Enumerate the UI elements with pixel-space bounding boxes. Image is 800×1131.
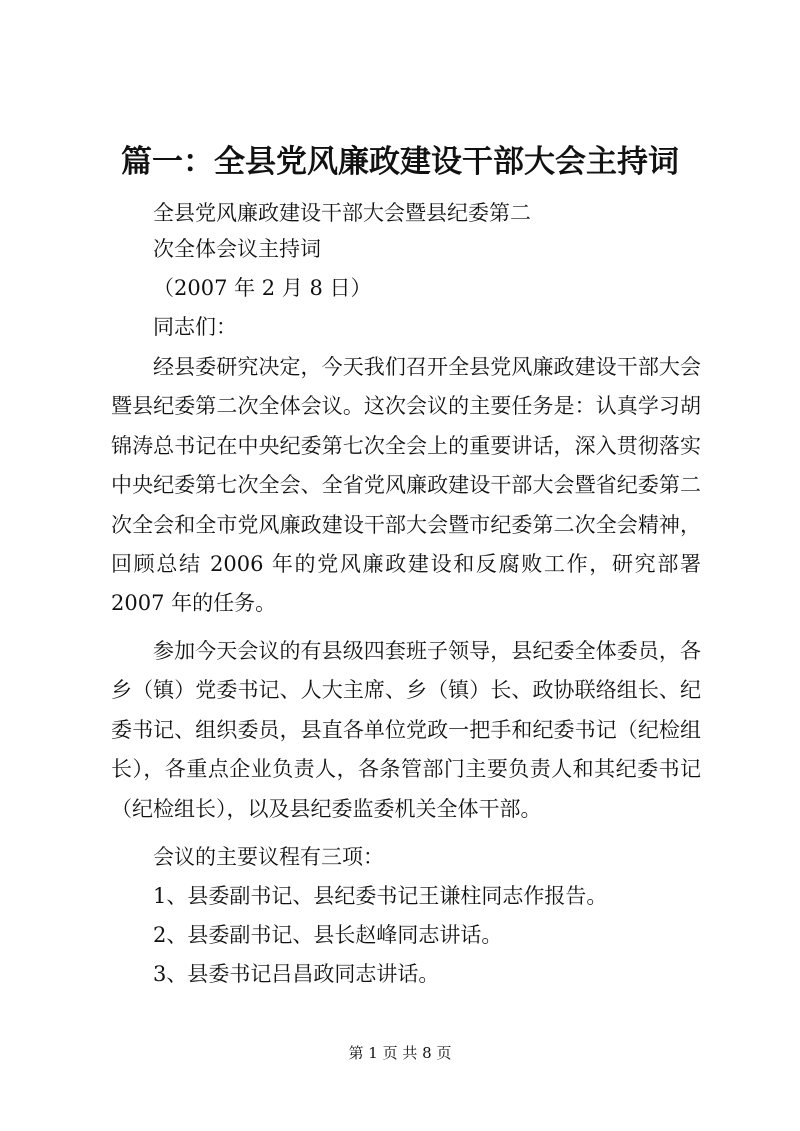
document-date: （2007 年 2 月 8 日） [153, 276, 372, 300]
paragraph-meeting-purpose: 经县委研究决定，今天我们召开全县党风廉政建设干部大会暨县纪委第二次全体会议。这次会议的主要任务是：认真学习胡锦涛总书记在中央纪委第七次全会上的重要讲话，深入贯彻落实中央纪委第七次全会、全省党风廉政建设干部大会暨省纪委第二次全会和全市党风廉政建设干部大会暨市纪委第二次全会精神，回顾总结 2006 年的党风廉政建设和反腐败工作，研究部署 2007 年的任务。 [111, 355, 701, 616]
document-title: 篇一：全县党风廉政建设干部大会主持词 [121, 144, 679, 180]
agenda-item-1: 1、县委副书记、县纪委书记王谦柱同志作报告。 [153, 884, 608, 908]
paragraph-attendees: 参加今天会议的有县级四套班子领导，县纪委全体委员，各乡（镇）党委书记、人大主席、乡（镇）长、政协联络组长、纪委书记、组织委员，县直各单位党政一把手和纪委书记（纪检组长），各重点企业负责人，各条管部门主要负责人和其纪委书记（纪检组长），以及县纪委监委机关全体干部。 [111, 639, 701, 821]
subtitle-line-1: 全县党风廉政建设干部大会暨县纪委第二 [153, 201, 531, 225]
salutation: 同志们： [153, 315, 237, 339]
page-indicator: 第 1 页 共 8 页 [348, 1044, 452, 1062]
agenda-intro: 会议的主要议程有三项： [153, 845, 384, 869]
agenda-item-3: 3、县委书记吕昌政同志讲话。 [153, 962, 440, 986]
agenda-item-2: 2、县委副书记、县长赵峰同志讲话。 [153, 923, 503, 947]
subtitle-line-2: 次全体会议主持词 [153, 237, 321, 261]
